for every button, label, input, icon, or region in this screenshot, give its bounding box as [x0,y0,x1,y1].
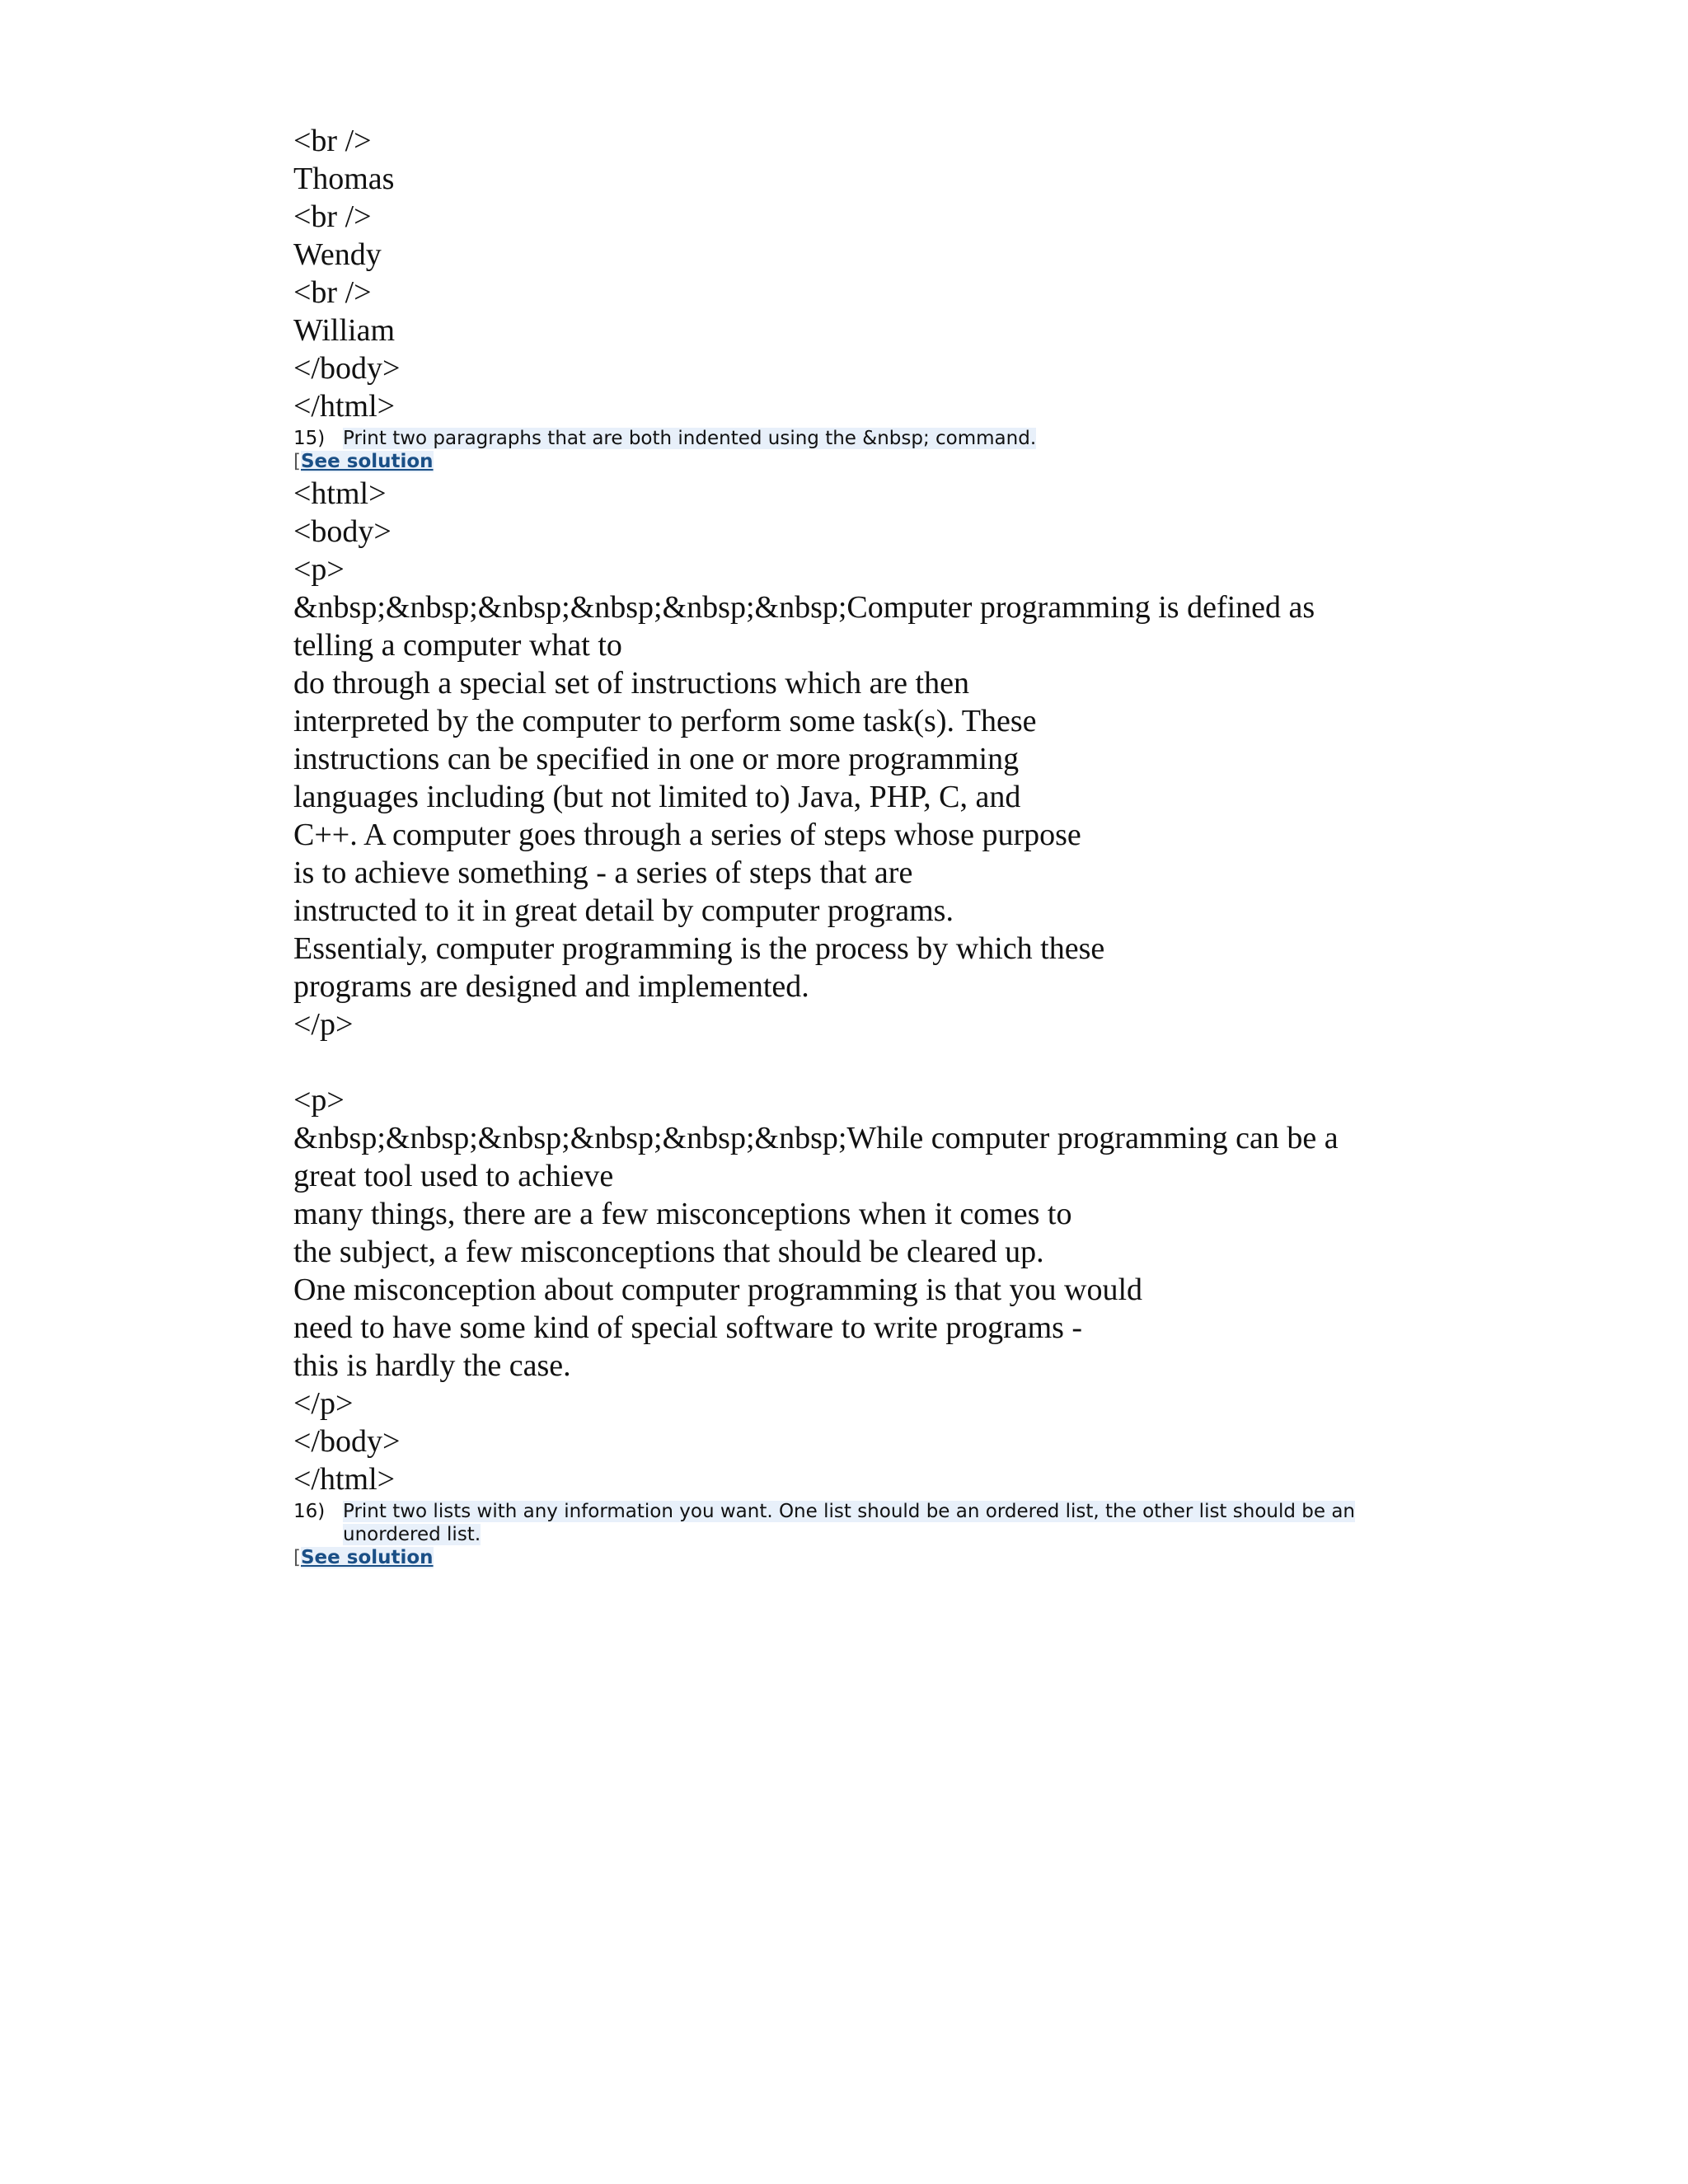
code-line: &nbsp;&nbsp;&nbsp;&nbsp;&nbsp;&nbsp;Computer programming is defined as [293,590,1315,625]
code-line [293,1043,1398,1081]
code-line: instructed to it in great detail by computer programs. [293,893,954,928]
code-line: </p> [293,1007,354,1042]
question-number: 16) [293,1501,326,1522]
code-line: programs are designed and implemented. [293,969,809,1004]
code-line: this is hardly the case. [293,1348,571,1383]
bracket: [ [293,451,301,472]
code-line: C++. A computer goes through a series of steps whose purpose [293,818,1081,852]
code-line: Thomas [293,162,395,196]
solution-link-row-15 [293,450,1398,473]
code-line: <html> [293,476,387,511]
code-line: One misconception about computer programming is that you would [293,1272,1143,1307]
code-line: <br /> [293,124,372,158]
document-page [293,122,1398,1571]
question-16 [293,1500,1398,1546]
question-number: 15) [293,428,326,449]
code-block-2 [293,475,1398,1498]
code-line: is to achieve something - a series of steps that are [293,855,913,890]
code-line: great tool used to achieve [293,1159,614,1193]
code-line: languages including (but not limited to) Java, PHP, C, and [293,780,1021,814]
code-line: &nbsp;&nbsp;&nbsp;&nbsp;&nbsp;&nbsp;While computer programming can be a [293,1121,1339,1155]
code-line: </body> [293,1424,401,1459]
question-15 [293,427,1398,450]
code-line: interpreted by the computer to perform some task(s). These [293,704,1037,738]
code-line: the subject, a few misconceptions that should be cleared up. [293,1235,1044,1269]
code-line: </body> [293,351,401,386]
code-line: telling a computer what to [293,628,622,663]
see-solution-link[interactable]: See solution [300,451,434,472]
code-line: do through a special set of instructions which are then [293,666,969,701]
see-solution-link[interactable]: See solution [300,1547,434,1568]
question-text: Print two lists with any information you want. One list should be an ordered list, the other list should be an unordered list. [343,1501,1356,1545]
bracket: [ [293,1547,301,1568]
code-line: <p> [293,552,345,587]
code-line: <br /> [293,275,372,310]
code-line: </p> [293,1386,354,1421]
code-line: <body> [293,514,392,549]
code-line: Wendy [293,237,382,272]
code-line: many things, there are a few misconceptions when it comes to [293,1197,1072,1231]
code-line: instructions can be specified in one or more programming [293,742,1020,776]
question-text: Print two paragraphs that are both indented using the &nbsp; command. [343,428,1037,449]
code-line: William [293,313,395,348]
code-line: <p> [293,1083,345,1118]
code-line: need to have some kind of special software to write programs - [293,1310,1083,1345]
code-line: </html> [293,1462,396,1497]
code-line: Essentialy, computer programming is the process by which these [293,931,1105,966]
code-block-1 [293,122,1398,425]
solution-link-row-16 [293,1546,1398,1569]
code-line: <br /> [293,199,372,234]
code-line: </html> [293,389,396,424]
